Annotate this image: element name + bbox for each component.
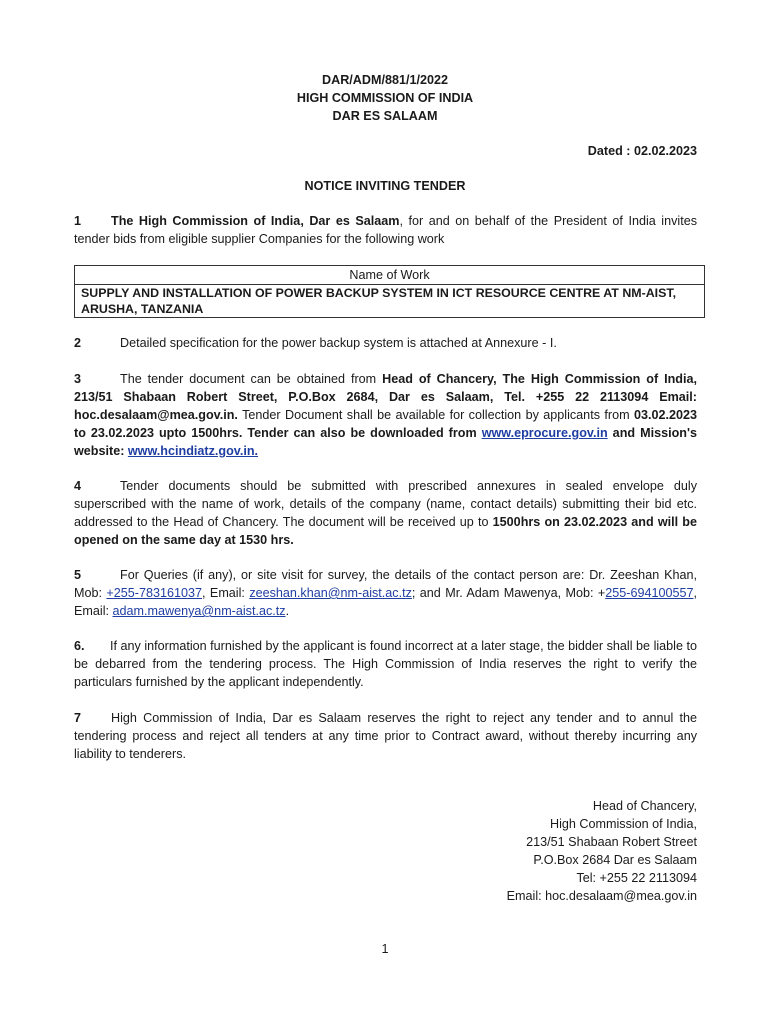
- bold-text: Head of Chancery, The High Commission of India, 213/51 Shabaan Robert Street, P.O.Box 2684, Dar es Salaam, Tel. +255 22 2113094 Email: hoc.desalaam@mea.gov.in.: [74, 372, 698, 422]
- table-header: Name of Work: [75, 266, 704, 285]
- signatory-title: Head of Chancery,: [592, 799, 697, 813]
- organization-city: DAR ES SALAAM: [332, 109, 438, 123]
- paragraph-number: 2: [74, 336, 82, 350]
- phone-link-adam[interactable]: 255-694100557: [605, 586, 694, 600]
- body-text: , for and on behalf of the President of India invites tender bids from eligible supplier Companies for the following work: [74, 214, 697, 246]
- body-text: High Commission of India, Dar es Salaam reserves the right to reject any tender and to annul the tendering process and reject all tenders at any time prior to Contract award, without thereby incurring any liability to tenderers.: [74, 711, 697, 761]
- table-cell: SUPPLY AND INSTALLATION OF POWER BACKUP SYSTEM IN ICT RESOURCE CENTRE AT NM-AIST, ARUSHA, TANZANIA: [81, 286, 677, 316]
- body-text: .: [285, 604, 290, 618]
- paragraph-number: 5: [74, 568, 82, 582]
- letter-header: [0, 71, 770, 125]
- paragraph-number: 3: [74, 372, 82, 386]
- paragraph-3: [74, 370, 697, 460]
- body-text: If any information furnished by the applicant is found incorrect at a later stage, the bidder shall be liable to be debarred from the tendering process. The High Commission of India reserves the right to verify the particulars furnished by the applicant independently.: [74, 639, 697, 689]
- body-text: , Email:: [74, 586, 697, 618]
- paragraph-4: [74, 477, 697, 549]
- paragraph-6: [74, 637, 697, 691]
- paragraph-1: [74, 212, 697, 248]
- email-link-adam[interactable]: adam.mawenya@nm-aist.ac.tz: [112, 604, 286, 618]
- signatory-phone: Tel: +255 22 2113094: [576, 871, 697, 885]
- bold-text: and Mission's website:: [74, 426, 697, 458]
- paragraph-number: 4: [74, 479, 82, 493]
- body-text: For Queries (if any), or site visit for survey, the details of the contact person are: Dr. Zeeshan Khan, Mob:: [74, 568, 697, 600]
- email-link-zeeshan[interactable]: zeeshan.khan@nm-aist.ac.tz: [249, 586, 412, 600]
- paragraph-5: [74, 566, 697, 620]
- paragraph-2: [74, 334, 697, 352]
- paragraph-number: 6.: [74, 639, 85, 653]
- signatory-pobox: P.O.Box 2684 Dar es Salaam: [533, 853, 697, 867]
- body-text: Detailed specification for the power backup system is attached at Annexure - I.: [120, 336, 557, 350]
- date-line: Dated : 02.02.2023: [587, 144, 697, 158]
- body-text: Tender Document shall be available for collection by applicants from: [237, 408, 634, 422]
- bold-text: The High Commission of India, Dar es Salaam: [111, 214, 400, 228]
- organization-name: HIGH COMMISSION OF INDIA: [296, 91, 474, 105]
- signatory-street: 213/51 Shabaan Robert Street: [526, 835, 697, 849]
- body-text: ; and Mr. Adam Mawenya, Mob: +: [411, 586, 606, 600]
- name-of-work-table: [74, 265, 705, 318]
- paragraph-number: 1: [74, 214, 82, 228]
- signatory-organization: High Commission of India,: [550, 817, 697, 831]
- eprocure-link[interactable]: www.eprocure.gov.in: [481, 426, 608, 440]
- notice-title: NOTICE INVITING TENDER: [304, 179, 466, 193]
- bold-text: 03.02.2023 to 23.02.2023 upto 1500hrs. Tender can also be downloaded from: [74, 408, 697, 440]
- body-text: , Email:: [202, 586, 250, 600]
- paragraph-7: [74, 709, 697, 763]
- mission-website-link[interactable]: www.hcindiatz.gov.in.: [127, 444, 259, 458]
- page-number: 1: [381, 942, 389, 956]
- signatory-email: Email: hoc.desalaam@mea.gov.in: [506, 889, 697, 903]
- paragraph-number: 7: [74, 711, 82, 725]
- reference-number: DAR/ADM/881/1/2022: [322, 73, 448, 87]
- bold-text: 1500hrs on 23.02.2023 and will be opened on the same day at 1530 hrs.: [74, 515, 697, 547]
- body-text: Tender documents should be submitted with prescribed annexures in sealed envelope duly superscribed with the name of work, details of the company (name, contact details) submitting their bid etc. addressed to the Head of Chancery. The document will be received up to: [74, 479, 697, 529]
- phone-link-zeeshan[interactable]: +255-783161037: [106, 586, 203, 600]
- signature-block: [507, 797, 697, 905]
- body-text: The tender document can be obtained from: [120, 372, 383, 386]
